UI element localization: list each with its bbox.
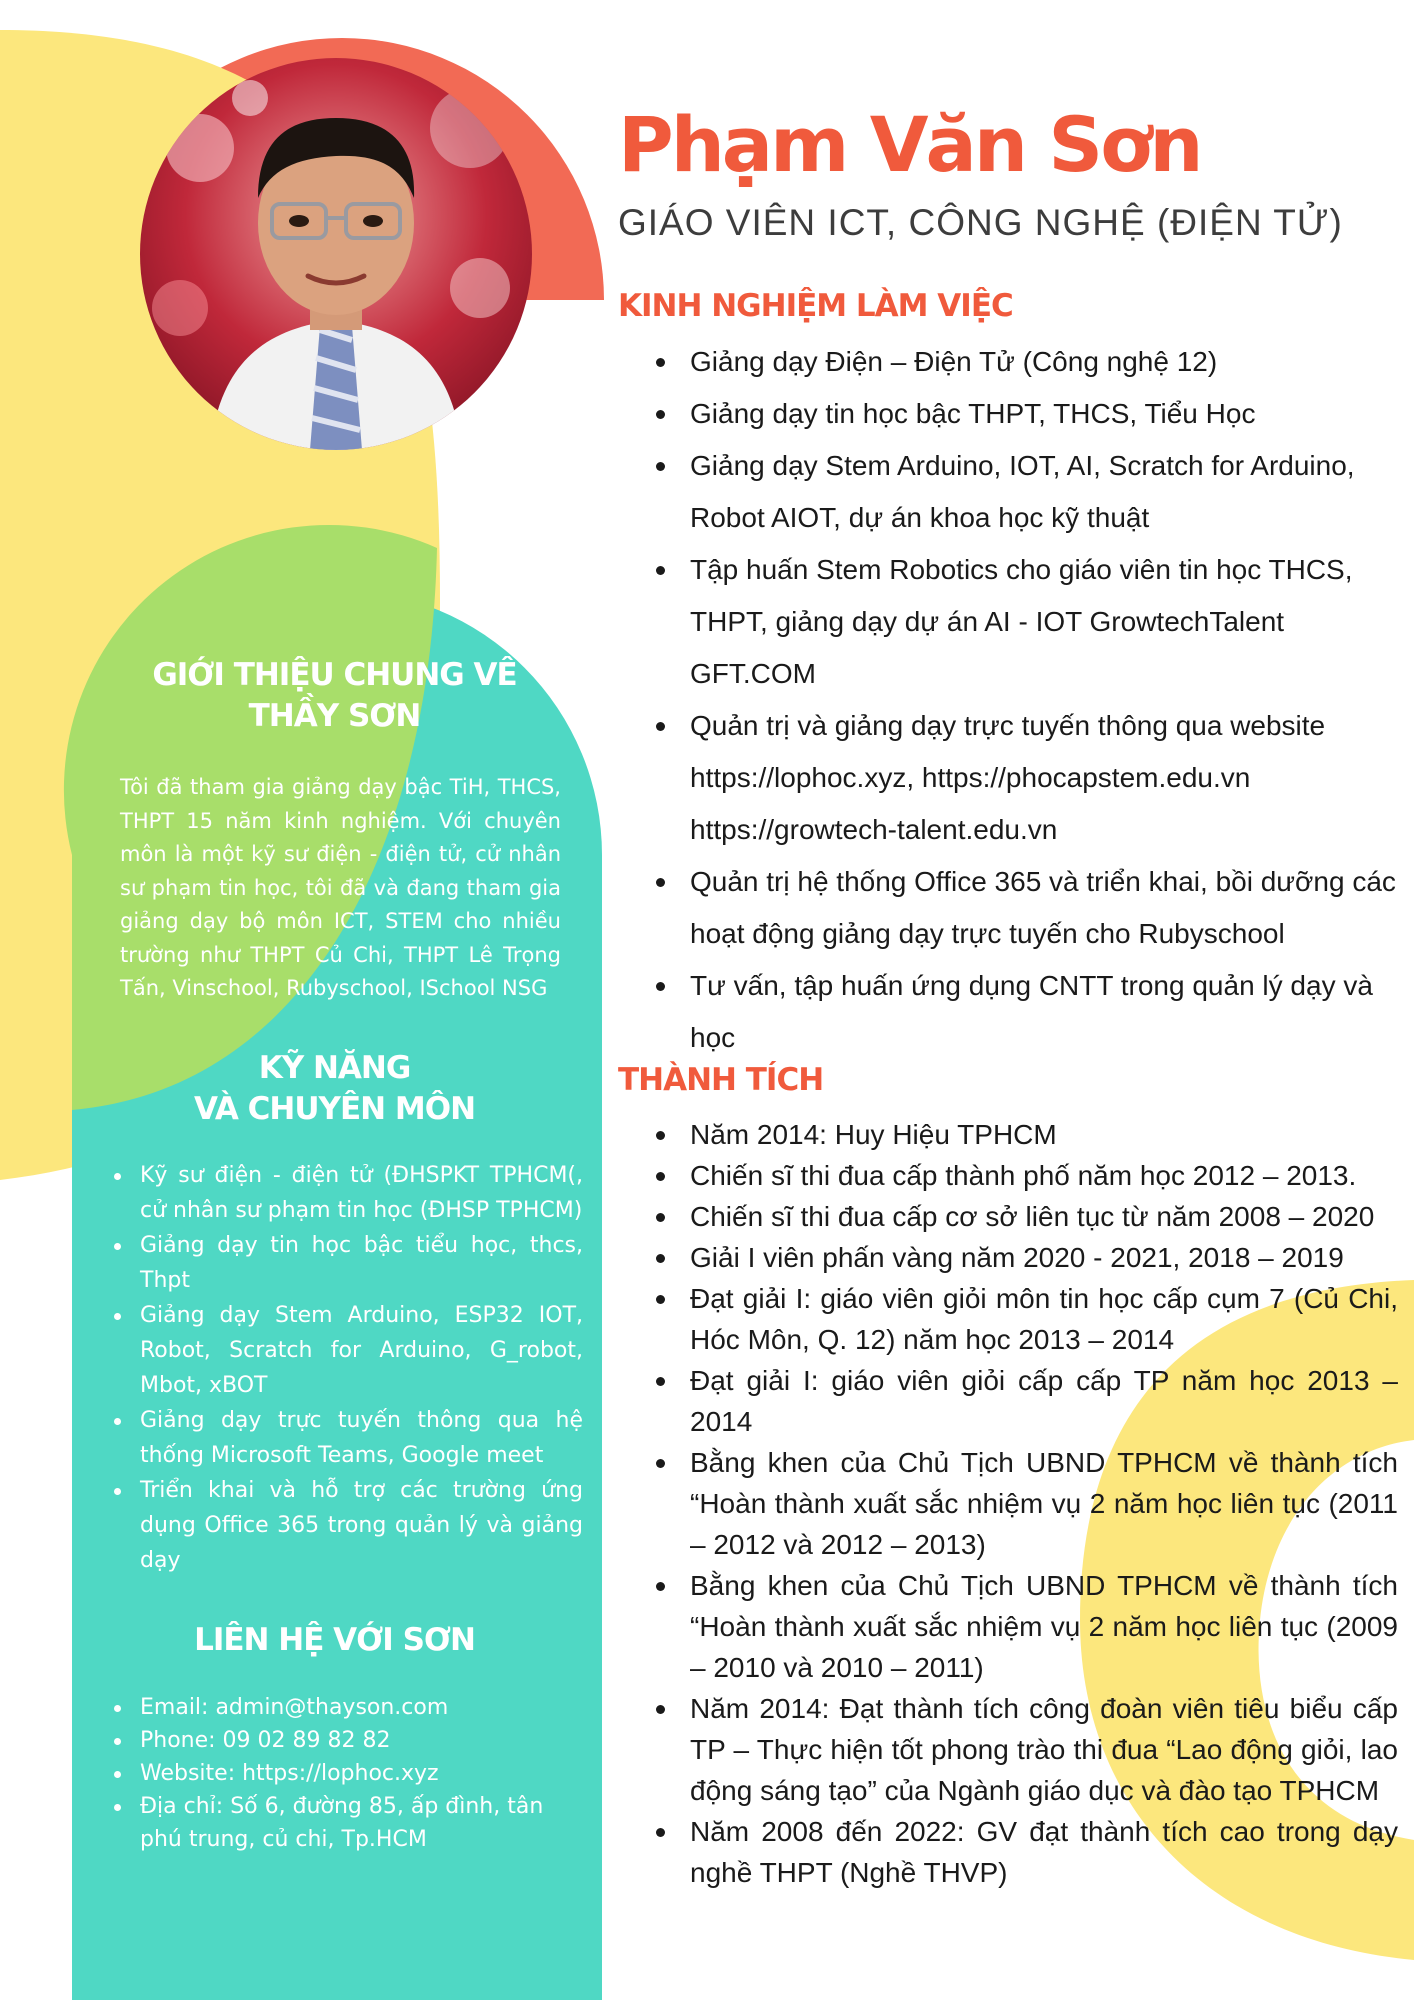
list-item: Giảng dạy Điện – Điện Tử (Công nghệ 12)	[690, 336, 1398, 388]
skills-heading-line2: VÀ CHUYÊN MÔN	[193, 1090, 476, 1127]
list-item: Bằng khen của Chủ Tịch UBND TPHCM về thành tích “Hoàn thành xuất sắc nhiệm vụ 2 năm học liên tục (2009 – 2010 và 2010 – 2011)	[690, 1565, 1398, 1688]
job-title: GIÁO VIÊN ICT, CÔNG NGHỆ (ĐIỆN TỬ)	[618, 202, 1343, 243]
list-item: Chiến sĩ thi đua cấp cơ sở liên tục từ năm 2008 – 2020	[690, 1196, 1398, 1237]
contact-address: Địa chỉ: Số 6, đường 85, ấp đình, tân phú trung, củ chi, Tp.HCM	[140, 1790, 583, 1856]
achievements-list	[618, 1114, 1398, 1893]
list-item: Quản trị và giảng dạy trực tuyến thông qua website https://lophoc.xyz, https://phocapstem.edu.vn https://growtech-talent.edu.vn	[690, 700, 1398, 856]
intro-heading-line1: GIỚI THIỆU CHUNG VỀ	[152, 657, 517, 693]
list-item: Giải I viên phấn vàng năm 2020 - 2021, 2018 – 2019	[690, 1237, 1398, 1278]
list-item: Bằng khen của Chủ Tịch UBND TPHCM về thành tích “Hoàn thành xuất sắc nhiệm vụ 2 năm học liên tục (2011 – 2012 và 2012 – 2013)	[690, 1442, 1398, 1565]
contact-email[interactable]: Email: admin@thayson.com	[140, 1691, 583, 1724]
list-item: Năm 2008 đến 2022: GV đạt thành tích cao trong dạy nghề THPT (Nghề THVP)	[690, 1811, 1398, 1893]
intro-text: Tôi đã tham gia giảng dạy bậc TiH, THCS, THPT 15 năm kinh nghiệm. Với chuyên môn là một kỹ sư điện - điện tử, cử nhân sư phạm tin học, tôi đã và đang tham gia giảng dạy bộ môn ICT, STEM cho nhiều trường như THPT Củ Chi, THPT Lê Trọng Tấn, Vinschool, Rubyschool, ISchool NSG	[120, 775, 561, 1000]
list-item: Quản trị hệ thống Office 365 và triển khai, bồi dưỡng các hoạt động giảng dạy trực tuyến cho Rubyschool	[690, 856, 1398, 960]
skills-heading	[72, 1048, 597, 1130]
contact-heading: LIÊN HỆ VỚI SƠN	[194, 1621, 475, 1658]
achievements-heading: THÀNH TÍCH	[618, 1062, 824, 1098]
list-item: Năm 2014: Huy Hiệu TPHCM	[690, 1114, 1398, 1155]
list-item: Chiến sĩ thi đua cấp thành phố năm học 2012 – 2013.	[690, 1155, 1398, 1196]
contact-list	[72, 1691, 597, 1856]
intro-heading-line2: THẦY SƠN	[248, 698, 421, 734]
skills-heading-line1: KỸ NĂNG	[258, 1049, 411, 1086]
intro-heading	[72, 655, 597, 737]
person-name: Phạm Văn Sơn	[618, 100, 1201, 189]
experience-list	[618, 336, 1398, 1064]
list-item: Giảng dạy Stem Arduino, ESP32 IOT, Robot, Scratch for Arduino, G_robot, Mbot, xBOT	[140, 1298, 583, 1403]
list-item: Kỹ sư điện - điện tử (ĐHSPKT TPHCM(, cử nhân sư phạm tin học (ĐHSP TPHCM)	[140, 1158, 583, 1228]
list-item: Tư vấn, tập huấn ứng dụng CNTT trong quản lý dạy và học	[690, 960, 1398, 1064]
list-item: Giảng dạy tin học bậc tiểu học, thcs, Thpt	[140, 1228, 583, 1298]
experience-heading: KINH NGHIỆM LÀM VIỆC	[618, 288, 1013, 324]
portrait-photo-icon	[140, 58, 532, 450]
skills-list	[72, 1158, 597, 1578]
contact-phone[interactable]: Phone: 09 02 89 82 82	[140, 1724, 583, 1757]
list-item: Triển khai và hỗ trợ các trường ứng dụng Office 365 trong quản lý và giảng dạy	[140, 1473, 583, 1578]
list-item: Đạt giải I: giáo viên giỏi cấp cấp TP năm học 2013 – 2014	[690, 1360, 1398, 1442]
left-column	[72, 655, 597, 1856]
list-item: Đạt giải I: giáo viên giỏi môn tin học cấp cụm 7 (Củ Chi, Hóc Môn, Q. 12) năm học 2013 – 2014	[690, 1278, 1398, 1360]
contact-website[interactable]: Website: https://lophoc.xyz	[140, 1757, 583, 1790]
list-item: Năm 2014: Đạt thành tích công đoàn viên tiêu biểu cấp TP – Thực hiện tốt phong trào thi đua “Lao động giỏi, lao động sáng tạo” của Ngành giáo dục và đào tạo TPHCM	[690, 1688, 1398, 1811]
list-item: Tập huấn Stem Robotics cho giáo viên tin học THCS, THPT, giảng dạy dự án AI - IOT GrowtechTalent GFT.COM	[690, 544, 1398, 700]
list-item: Giảng dạy tin học bậc THPT, THCS, Tiểu Học	[690, 388, 1398, 440]
list-item: Giảng dạy Stem Arduino, IOT, AI, Scratch for Arduino, Robot AIOT, dự án khoa học kỹ thuật	[690, 440, 1398, 544]
list-item: Giảng dạy trực tuyến thông qua hệ thống Microsoft Teams, Google meet	[140, 1403, 583, 1473]
profile-photo	[140, 58, 532, 450]
